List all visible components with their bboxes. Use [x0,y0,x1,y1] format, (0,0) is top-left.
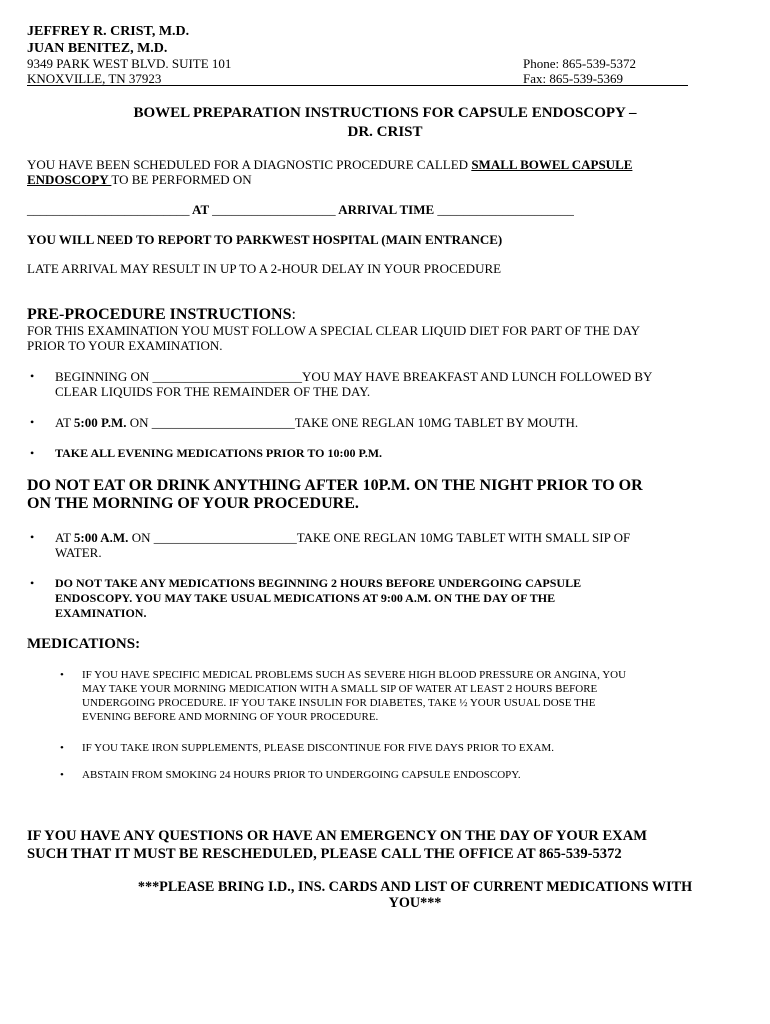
bullet-icon: • [60,669,64,681]
phone-number: Phone: 865-539-5372 [523,56,637,71]
header-divider [27,85,688,86]
arrival-time-blank: _____________________ [437,202,574,217]
address-line-1: 9349 PARK WEST BLVD. SUITE 101 [27,56,232,71]
med-item-1-line-1: IF YOU HAVE SPECIFIC MEDICAL PROBLEMS SUCH AS SEVERE HIGH BLOOD PRESSURE OR ANGINA, YOU [82,669,627,681]
pre-procedure-desc-1: FOR THIS EXAMINATION YOU MUST FOLLOW A SPECIAL CLEAR LIQUID DIET FOR PART OF THE DAY [27,323,641,338]
pre-item-3: TAKE ALL EVENING MEDICATIONS PRIOR TO 10:00 P.M. [55,446,383,460]
med-item-3: ABSTAIN FROM SMOKING 24 HOURS PRIOR TO UNDERGOING CAPSULE ENDOSCOPY. [82,769,521,781]
doctor-name-1: JEFFREY R. CRIST, M.D. [27,24,190,39]
schedule-line: _________________________ AT ___________________ ARRIVAL TIME _____________________ [27,202,574,217]
contact-line-2: SUCH THAT IT MUST BE RESCHEDULED, PLEASE CALL THE OFFICE AT 865-539-5372 [27,846,622,862]
pre-item-1-line-1: BEGINNING ON _______________________YOU MAY HAVE BREAKFAST AND LUNCH FOLLOWED BY [55,369,653,384]
fasting-heading-line-2: ON THE MORNING OF YOUR PROCEDURE. [27,495,359,512]
bullet-icon: • [60,742,64,754]
report-notice: YOU WILL NEED TO REPORT TO PARKWEST HOSPITAL (MAIN ENTRANCE) [27,232,503,247]
document-title-line-1: BOWEL PREPARATION INSTRUCTIONS FOR CAPSULE ENDOSCOPY – [133,105,637,121]
fasting-item-1-line-1: AT 5:00 A.M. ON ______________________TAKE ONE REGLAN 10MG TABLET WITH SMALL SIP OF [55,530,631,545]
pre-item-1-line-2: CLEAR LIQUIDS FOR THE REMAINDER OF THE DAY. [55,384,371,399]
bullet-icon: • [30,530,35,544]
fasting-item-2-line-2: ENDOSCOPY. YOU MAY TAKE USUAL MEDICATIONS AT 9:00 A.M. ON THE DAY OF THE [55,591,556,605]
address-line-2: KNOXVILLE, TN 37923 [27,71,162,86]
bullet-icon: • [60,769,64,781]
fasting-heading-line-1: DO NOT EAT OR DRINK ANYTHING AFTER 10P.M. ON THE NIGHT PRIOR TO OR [27,477,643,494]
med-item-1-line-4: EVENING BEFORE AND MORNING OF YOUR PROCEDURE. [82,711,379,723]
bring-notice-line-2: YOU*** [388,895,442,911]
fasting-item-2-line-1: DO NOT TAKE ANY MEDICATIONS BEGINNING 2 HOURS BEFORE UNDERGOING CAPSULE [55,576,582,590]
medications-heading: MEDICATIONS: [27,636,141,652]
document-title-line-2: DR. CRIST [347,124,423,140]
med-item-1-line-3: UNDERGOING PROCEDURE. IF YOU TAKE INSULIN FOR DIABETES, TAKE ½ YOUR USUAL DOSE THE [82,697,596,709]
med-item-2: IF YOU TAKE IRON SUPPLEMENTS, PLEASE DISCONTINUE FOR FIVE DAYS PRIOR TO EXAM. [82,742,554,754]
pre-procedure-heading: PRE-PROCEDURE INSTRUCTIONS: [27,306,296,323]
intro-line-1: YOU HAVE BEEN SCHEDULED FOR A DIAGNOSTIC PROCEDURE CALLED SMALL BOWEL CAPSULE [27,157,633,172]
bullet-icon: • [30,446,35,460]
fax-number: Fax: 865-539-5369 [523,71,624,86]
doctor-name-2: JUAN BENITEZ, M.D. [27,41,168,56]
intro-line-2: ENDOSCOPY TO BE PERFORMED ON [27,172,252,187]
time-blank: ___________________ [212,202,336,217]
bullet-icon: • [30,369,35,383]
med-item-1-line-2: MAY TAKE YOUR MORNING MEDICATION WITH A SMALL SIP OF WATER AT LEAST 2 HOURS BEFORE [82,683,598,695]
procedure-name-cont: ENDOSCOPY [27,172,112,187]
bullet-icon: • [30,576,35,590]
pre-procedure-desc-2: PRIOR TO YOUR EXAMINATION. [27,338,223,353]
late-arrival-notice: LATE ARRIVAL MAY RESULT IN UP TO A 2-HOUR DELAY IN YOUR PROCEDURE [27,261,502,276]
procedure-name: SMALL BOWEL CAPSULE [471,157,633,172]
bring-notice-line-1: ***PLEASE BRING I.D., INS. CARDS AND LIST OF CURRENT MEDICATIONS WITH [137,879,693,895]
contact-line-1: IF YOU HAVE ANY QUESTIONS OR HAVE AN EMERGENCY ON THE DAY OF YOUR EXAM [27,828,648,844]
fasting-item-2-line-3: EXAMINATION. [55,606,147,620]
fasting-item-1-line-2: WATER. [55,545,102,560]
bullet-icon: • [30,415,35,429]
date-blank: _________________________ [27,202,190,217]
pre-item-2: AT 5:00 P.M. ON ______________________TAKE ONE REGLAN 10MG TABLET BY MOUTH. [55,415,579,430]
